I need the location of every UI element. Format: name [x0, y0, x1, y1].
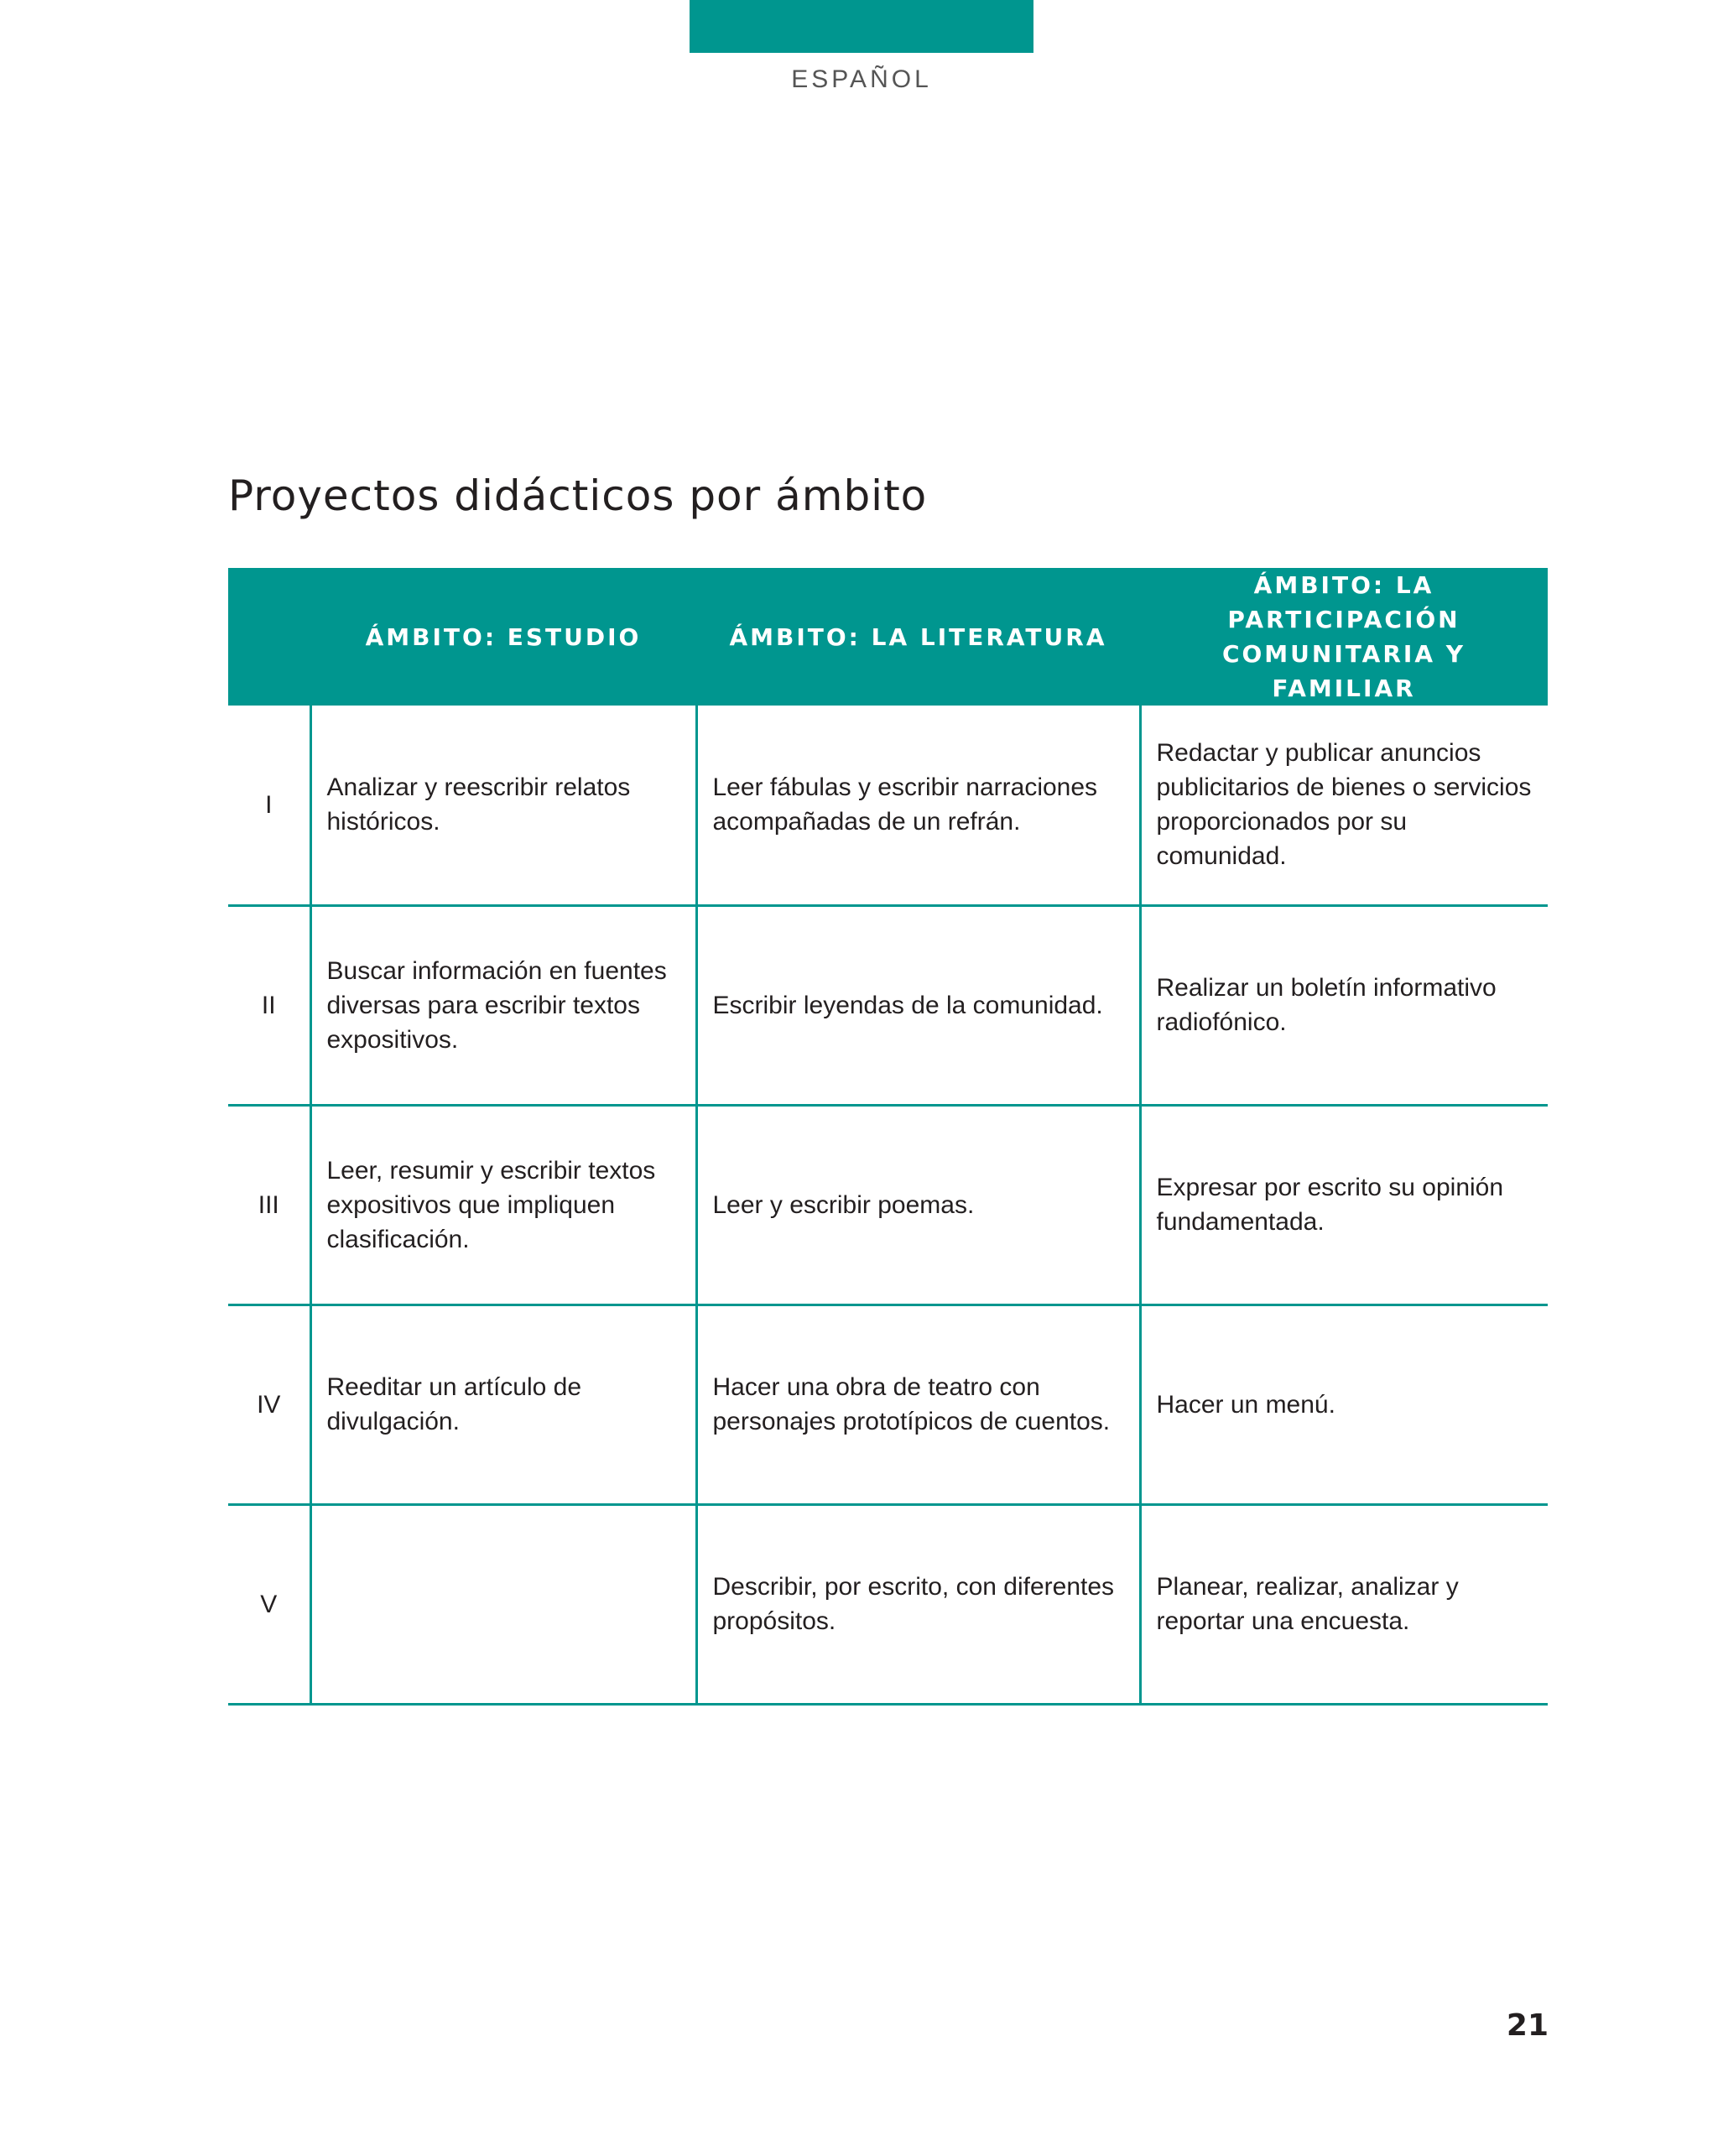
estudio-cell: Reeditar un artículo de divulgación.	[310, 1305, 696, 1504]
participacion-cell: Planear, realizar, analizar y reportar una encuesta.	[1140, 1504, 1548, 1704]
literatura-cell: Leer y escribir poemas.	[696, 1105, 1140, 1305]
unit-cell: II	[228, 905, 310, 1105]
estudio-cell: Buscar información en fuentes diversas para escribir textos expositivos.	[310, 905, 696, 1105]
estudio-cell: Leer, resumir y escribir textos expositivos que impliquen clasificación.	[310, 1105, 696, 1305]
page-title: Proyectos didácticos por ámbito	[228, 471, 928, 520]
column-header-estudio: ÁMBITO: ESTUDIO	[365, 622, 642, 651]
table-row	[228, 1305, 1548, 1504]
estudio-cell	[310, 1504, 696, 1704]
participacion-cell: Hacer un menú.	[1140, 1305, 1548, 1504]
page-number: 21	[1506, 2008, 1549, 2043]
literatura-cell: Hacer una obra de teatro con personajes prototípicos de cuentos.	[696, 1305, 1140, 1504]
table-row	[228, 905, 1548, 1105]
literatura-cell: Leer fábulas y escribir narraciones acompañadas de un refrán.	[696, 706, 1140, 905]
table-row	[228, 1105, 1548, 1305]
unit-cell: V	[228, 1504, 310, 1704]
estudio-cell: Analizar y reescribir relatos históricos.	[310, 706, 696, 905]
literatura-cell: Escribir leyendas de la comunidad.	[696, 905, 1140, 1105]
participacion-cell: Expresar por escrito su opinión fundamentada.	[1140, 1105, 1548, 1305]
table-row	[228, 706, 1548, 905]
participacion-cell: Redactar y publicar anuncios publicitarios de bienes o servicios proporcionados por su comunidad.	[1140, 706, 1548, 905]
literatura-cell: Describir, por escrito, con diferentes propósitos.	[696, 1504, 1140, 1704]
unit-cell: IV	[228, 1305, 310, 1504]
header-color-tab	[690, 0, 1033, 53]
subject-label: ESPAÑOL	[791, 65, 932, 93]
table-header-row	[228, 568, 1548, 706]
column-header-unit	[228, 568, 310, 706]
column-header-participacion: ÁMBITO: LA PARTICIPACIÓN COMUNITARIA Y FAMILIAR	[1221, 571, 1466, 702]
projects-table	[228, 568, 1548, 1706]
column-header-literatura: ÁMBITO: LA LITERATURA	[729, 622, 1107, 651]
unit-cell: III	[228, 1105, 310, 1305]
participacion-cell: Realizar un boletín informativo radiofónico.	[1140, 905, 1548, 1105]
table-row	[228, 1504, 1548, 1704]
unit-cell: I	[228, 706, 310, 905]
